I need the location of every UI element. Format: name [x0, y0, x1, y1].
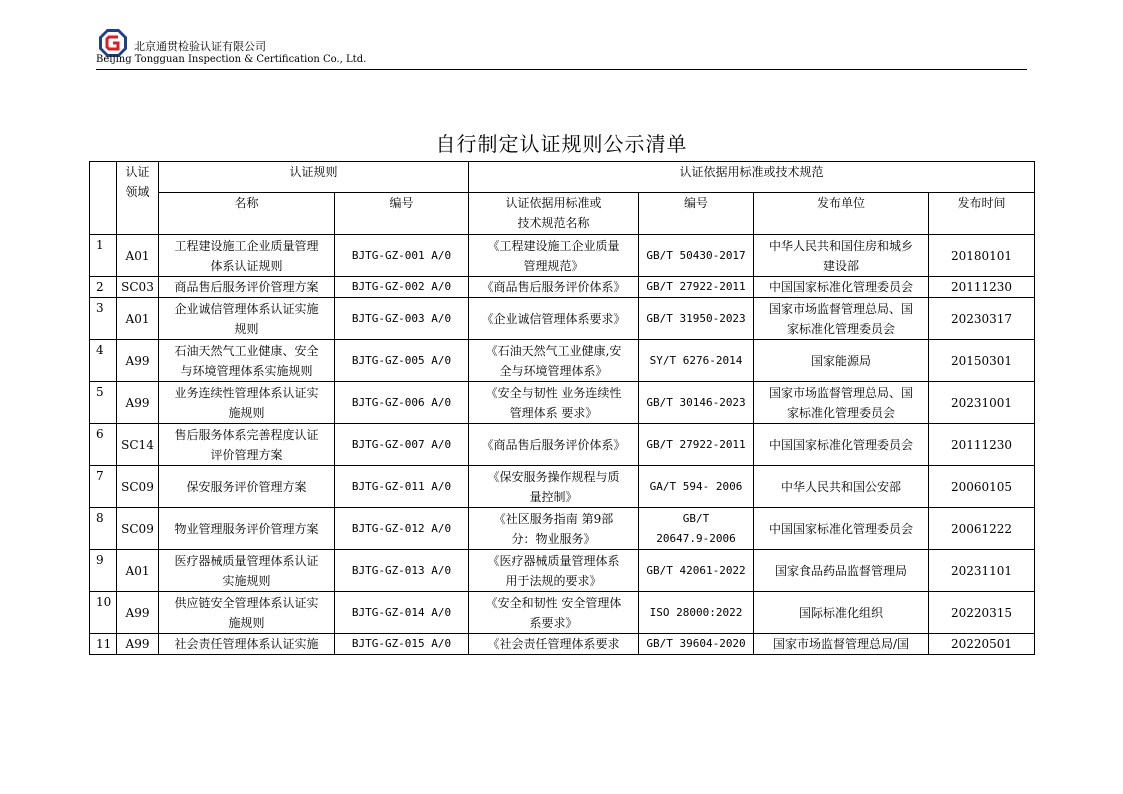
row-date: 20180101 [929, 235, 1035, 277]
row-rule-code: BJTG-GZ-002 A/0 [335, 277, 469, 298]
table-row [90, 298, 1035, 340]
row-date: 20231001 [929, 382, 1035, 424]
row-std-name: 《社会责任管理体系要求 [469, 634, 639, 655]
row-issuer: 中国国家标准化管理委员会 [754, 424, 929, 466]
row-index: 10 [90, 592, 117, 634]
table-row [90, 424, 1035, 466]
row-rule-code: BJTG-GZ-003 A/0 [335, 298, 469, 340]
row-date: 20150301 [929, 340, 1035, 382]
row-index: 4 [90, 340, 117, 382]
row-domain: A99 [117, 592, 159, 634]
row-std-code: GB/T 50430-2017 [639, 235, 754, 277]
row-std-code: GB/T 30146-2023 [639, 382, 754, 424]
table-row [90, 340, 1035, 382]
company-name-cn: 北京通贯检验认证有限公司 [134, 40, 266, 53]
row-index: 8 [90, 508, 117, 550]
row-rule-name: 商品售后服务评价管理方案 [159, 277, 335, 298]
row-date: 20231101 [929, 550, 1035, 592]
header-rule-name: 名称 [159, 193, 335, 235]
row-index: 7 [90, 466, 117, 508]
row-date: 20220315 [929, 592, 1035, 634]
row-std-name: 《社区服务指南 第9部 分：物业服务》 [469, 508, 639, 550]
row-rule-name: 石油天然气工业健康、安全 与环境管理体系实施规则 [159, 340, 335, 382]
row-domain: SC09 [117, 466, 159, 508]
row-std-code: GB/T 27922-2011 [639, 424, 754, 466]
row-domain: A01 [117, 235, 159, 277]
header-blank [90, 162, 117, 235]
header-issuer: 发布单位 [754, 193, 929, 235]
row-rule-code: BJTG-GZ-014 A/0 [335, 592, 469, 634]
row-std-code: ISO 28000:2022 [639, 592, 754, 634]
header-divider [96, 69, 1027, 70]
header-std-name: 认证依据用标准或 技术规范名称 [469, 193, 639, 235]
row-issuer: 国家市场监督管理总局/国 [754, 634, 929, 655]
row-std-code: GB/T 39604-2020 [639, 634, 754, 655]
row-rule-code: BJTG-GZ-006 A/0 [335, 382, 469, 424]
table-row [90, 277, 1035, 298]
row-domain: A99 [117, 340, 159, 382]
row-rule-code: BJTG-GZ-015 A/0 [335, 634, 469, 655]
row-rule-code: BJTG-GZ-001 A/0 [335, 235, 469, 277]
header-rule-code: 编号 [335, 193, 469, 235]
row-rule-name: 物业管理服务评价管理方案 [159, 508, 335, 550]
row-date: 20111230 [929, 277, 1035, 298]
row-rule-name: 社会责任管理体系认证实施 [159, 634, 335, 655]
row-date: 20111230 [929, 424, 1035, 466]
row-index: 2 [90, 277, 117, 298]
row-index: 6 [90, 424, 117, 466]
row-index: 11 [90, 634, 117, 655]
row-issuer: 国家市场监督管理总局、国 家标准化管理委员会 [754, 382, 929, 424]
row-domain: A01 [117, 298, 159, 340]
row-issuer: 中华人民共和国住房和城乡 建设部 [754, 235, 929, 277]
row-issuer: 国家食品药品监督管理局 [754, 550, 929, 592]
row-rule-name: 工程建设施工企业质量管理 体系认证规则 [159, 235, 335, 277]
table-row [90, 508, 1035, 550]
row-std-code: GB/T 27922-2011 [639, 277, 754, 298]
row-std-name: 《石油天然气工业健康,安 全与环境管理体系》 [469, 340, 639, 382]
row-std-code: GB/T 42061-2022 [639, 550, 754, 592]
row-date: 20061222 [929, 508, 1035, 550]
table-row [90, 235, 1035, 277]
row-date: 20220501 [929, 634, 1035, 655]
table-row [90, 466, 1035, 508]
row-domain: A99 [117, 634, 159, 655]
row-domain: SC03 [117, 277, 159, 298]
row-index: 9 [90, 550, 117, 592]
row-issuer: 国家能源局 [754, 340, 929, 382]
row-rule-name: 售后服务体系完善程度认证 评价管理方案 [159, 424, 335, 466]
row-rule-name: 企业诚信管理体系认证实施 规则 [159, 298, 335, 340]
company-name-en: Beijing Tongguan Inspection & Certification Co., Ltd. [96, 54, 367, 65]
row-std-code: GA/T 594- 2006 [639, 466, 754, 508]
row-std-name: 《商品售后服务评价体系》 [469, 277, 639, 298]
row-issuer: 中国国家标准化管理委员会 [754, 508, 929, 550]
row-std-name: 《安全和韧性 安全管理体 系要求》 [469, 592, 639, 634]
page-title: 自行制定认证规则公示清单 [435, 132, 688, 156]
row-std-name: 《安全与韧性 业务连续性 管理体系 要求》 [469, 382, 639, 424]
table-row [90, 550, 1035, 592]
header-rule-group: 认证规则 [159, 162, 469, 193]
row-rule-name: 业务连续性管理体系认证实 施规则 [159, 382, 335, 424]
header-domain: 认证 领域 [117, 162, 159, 235]
row-std-name: 《企业诚信管理体系要求》 [469, 298, 639, 340]
row-rule-name: 医疗器械质量管理体系认证 实施规则 [159, 550, 335, 592]
table-row [90, 634, 1035, 655]
row-std-code: SY/T 6276-2014 [639, 340, 754, 382]
header-date: 发布时间 [929, 193, 1035, 235]
row-domain: A99 [117, 382, 159, 424]
row-std-name: 《医疗器械质量管理体系 用于法规的要求》 [469, 550, 639, 592]
header-basis-group: 认证依据用标准或技术规范 [469, 162, 1035, 193]
row-std-code: GB/T 20647.9-2006 [639, 508, 754, 550]
row-rule-code: BJTG-GZ-005 A/0 [335, 340, 469, 382]
row-std-code: GB/T 31950-2023 [639, 298, 754, 340]
row-rule-code: BJTG-GZ-011 A/0 [335, 466, 469, 508]
row-rule-code: BJTG-GZ-012 A/0 [335, 508, 469, 550]
row-rule-code: BJTG-GZ-013 A/0 [335, 550, 469, 592]
row-date: 20060105 [929, 466, 1035, 508]
table-row [90, 592, 1035, 634]
row-issuer: 国家市场监督管理总局、国 家标准化管理委员会 [754, 298, 929, 340]
row-std-name: 《工程建设施工企业质量 管理规范》 [469, 235, 639, 277]
header-std-code: 编号 [639, 193, 754, 235]
row-std-name: 《商品售后服务评价体系》 [469, 424, 639, 466]
row-rule-name: 供应链安全管理体系认证实 施规则 [159, 592, 335, 634]
row-std-name: 《保安服务操作规程与质 量控制》 [469, 466, 639, 508]
row-index: 1 [90, 235, 117, 277]
row-domain: SC09 [117, 508, 159, 550]
rules-table [89, 161, 1035, 655]
row-date: 20230317 [929, 298, 1035, 340]
letterhead [96, 26, 1027, 70]
row-issuer: 中华人民共和国公安部 [754, 466, 929, 508]
row-rule-name: 保安服务评价管理方案 [159, 466, 335, 508]
row-issuer: 国际标准化组织 [754, 592, 929, 634]
table-row [90, 382, 1035, 424]
row-index: 3 [90, 298, 117, 340]
row-domain: A01 [117, 550, 159, 592]
row-rule-code: BJTG-GZ-007 A/0 [335, 424, 469, 466]
row-index: 5 [90, 382, 117, 424]
row-domain: SC14 [117, 424, 159, 466]
row-issuer: 中国国家标准化管理委员会 [754, 277, 929, 298]
